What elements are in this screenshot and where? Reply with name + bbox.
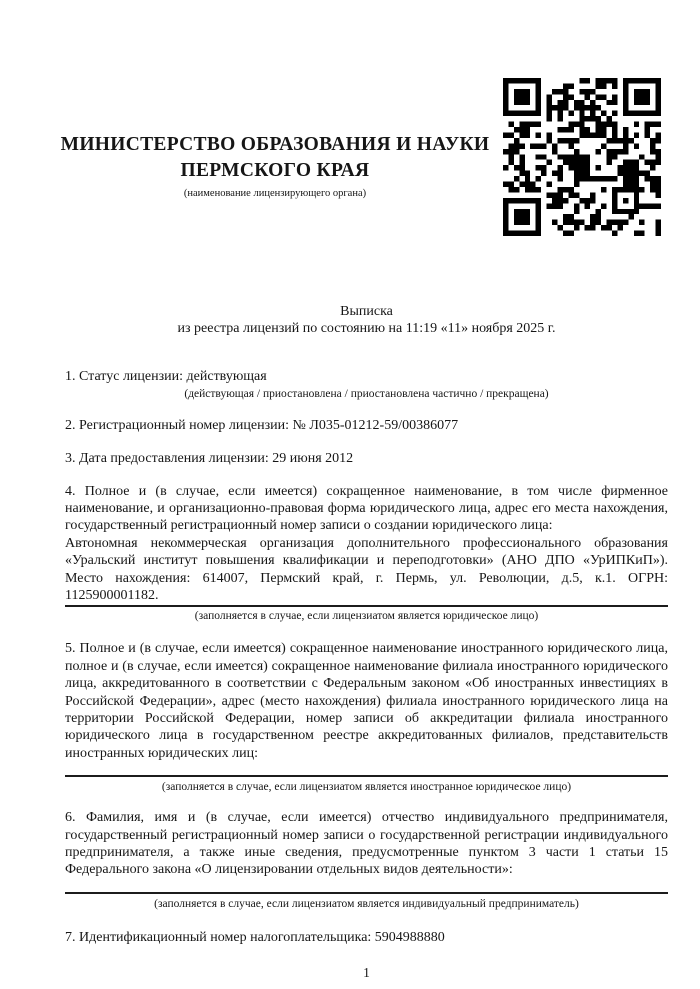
licensing-authority-header [40, 132, 510, 200]
field-grant-date: 3. Дата предоставления лицензии: 29 июня 2012 [65, 450, 354, 466]
field-license-status: 1. Статус лицензии: действующая [65, 368, 267, 384]
field-entrepreneur-label: 6. Фамилия, имя и (в случае, если имеется) отчество индивидуального предпринимателя, государственный регистрационный номер записи о государственной регистрации индивидуального предпринимателя, а также иные сведения, предусмотренные пунктом 3 части 1 статьи 15 Федерального закона «О лицензировании отдельных видов деятельности»: [65, 810, 668, 878]
field-foreign-entity-caption: (заполняется в случае, если лицензиатом является иностранное юридическое лицо) [161, 781, 572, 794]
field-legal-entity-value: Автономная некоммерческая организация дополнительного профессионального образования «Уральский институт повышения квалификации и переподготовки» (АНО ДПО «УрИПКиП»). Место нахождения: 614007, Пермский край, г. Пермь, ул. Революции, д.5, к.1. ОГРН: 1125900001182. [65, 535, 668, 603]
document-title [65, 303, 668, 338]
field-registration-number: 2. Регистрационный номер лицензии: № Л035-01212-59/00386077 [65, 418, 459, 434]
entrepreneur-fill-line [65, 892, 668, 894]
field-legal-entity-label: 4. Полное и (в случае, если имеется) сокращенное наименование, в том числе фирменное наименование, и организационно-правовая форма юридического лица, адрес его места нахождения, государственный регистрационный номер записи о создании юридического лица: [65, 483, 668, 534]
field-entrepreneur-caption: (заполняется в случае, если лицензиатом является индивидуальный предприниматель) [154, 898, 579, 911]
field-license-status-caption: (действующая / приостановлена / приостановлена частично / прекращена) [184, 388, 549, 401]
licensing-authority-caption: (наименование лицензирующего органа) [183, 188, 367, 199]
qr-code-icon [503, 78, 661, 238]
field-taxpayer-number: 7. Идентификационный номер налогоплательщика: 5904988880 [65, 930, 445, 946]
field-legal-entity-caption: (заполняется в случае, если лицензиатом является юридическое лицо) [194, 610, 539, 623]
ministry-name-line1: МИНИСТЕРСТВО ОБРАЗОВАНИЯ И НАУКИ [60, 134, 490, 155]
document-body [65, 303, 668, 981]
ministry-name-line2: ПЕРМСКОГО КРАЯ [180, 160, 370, 181]
field-legal-entity [65, 483, 668, 605]
legal-entity-fill-line [65, 605, 668, 607]
page-number: 1 [363, 964, 370, 980]
document-title-line2: из реестра лицензий по состоянию на 11:19 «11» ноября 2025 г. [177, 321, 556, 337]
field-foreign-entity-label: 5. Полное и (в случае, если имеется) сокращенное наименование иностранного юридического лица, полное и (в случае, если имеется) сокращенное наименование филиала иностранного юридического лица, аккредитованного в соответствии с Федеральным законом «Об иностранных инвестициях в Российской Федерации», адрес (место нахождения) филиала иностранного юридического лица на территории Российской Федерации, номер записи об аккредитации филиала иностранного юридического лица в государственном реестре аккредитованных филиалов, представительств иностранных юридических лиц: [65, 641, 668, 761]
foreign-entity-fill-line [65, 775, 668, 777]
document-title-line1: Выписка [340, 304, 393, 319]
